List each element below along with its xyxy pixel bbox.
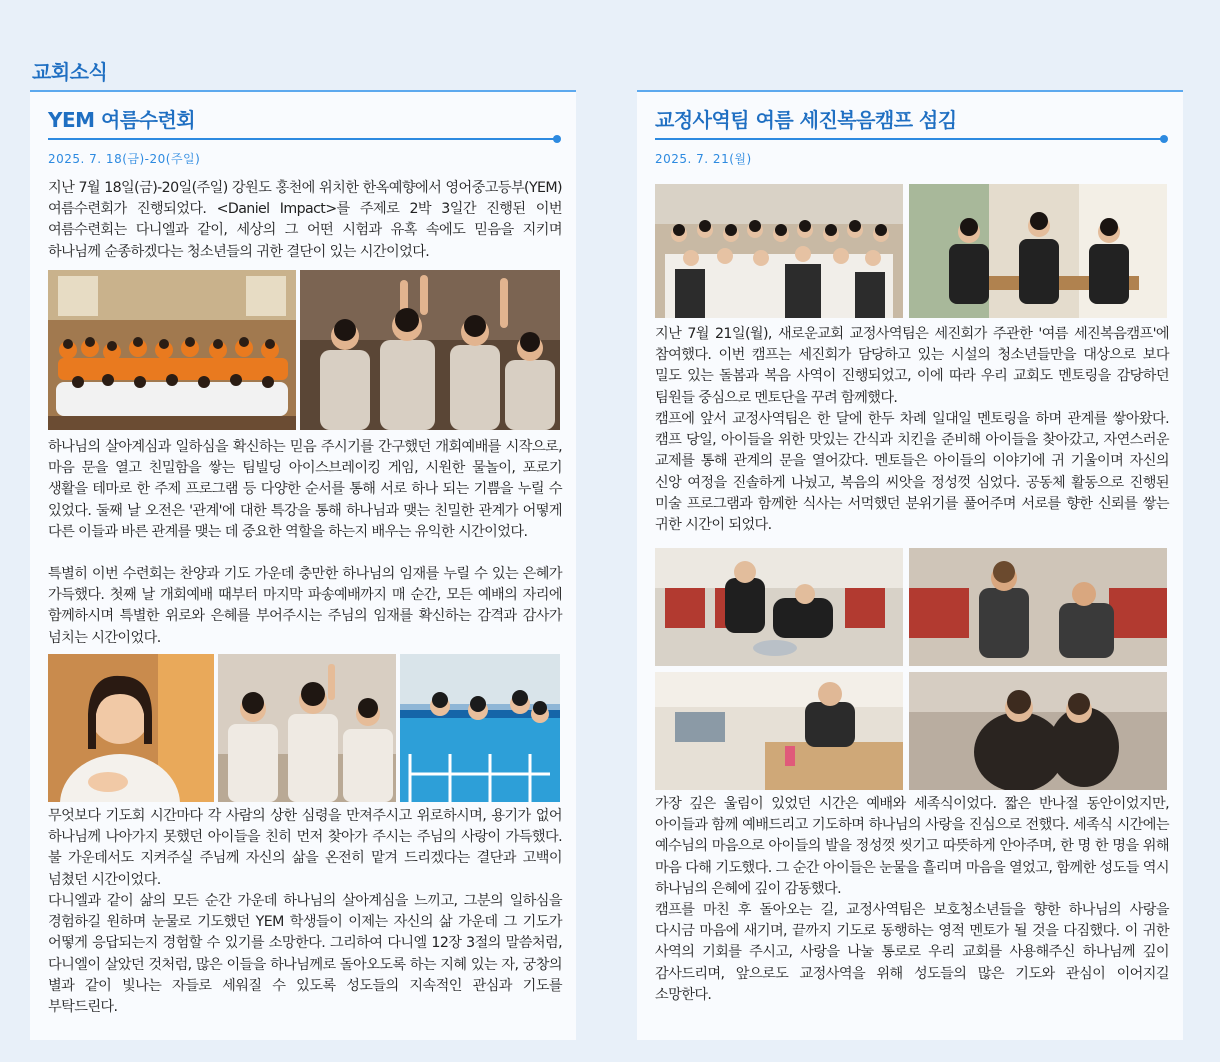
foot-washing-photo-1: [655, 548, 903, 666]
article-date: 2025. 7. 18(금)-20(주일): [48, 152, 201, 166]
paragraph-1: 지난 7월 18일(금)-20일(주일) 강원도 홍천에 위치한 한옥예향에서 영어중고등부(YEM) 여름수련회가 진행되었다. <Daniel Impact>를 주제로 2박 3일간 진행된 이번 여름수련회는 다니엘과 같이, 세상의 그 어떤 시험과 유혹 속에도 믿음을 지키며 하나님께 순종하겠다는 청소년들의 귀한 결단이 있는 시간이었다.: [48, 180, 562, 260]
article-title: 교정사역팀 여름 세진복음캠프 섬김: [655, 108, 957, 132]
article-date: 2025. 7. 21(월): [655, 152, 752, 166]
article-correction-camp: [637, 90, 1183, 1040]
worship-raised-hands-photo: [300, 270, 560, 430]
students-praising-photo: [218, 654, 396, 802]
paragraph-4: 캠프를 마친 후 돌아오는 길, 교정사역팀은 보호청소년들을 향한 하나님의 사랑을 다시금 마음에 새기며, 끝까지 기도로 동행하는 영적 멘토가 될 것을 다짐했다. 이 귀한 사역의 기회를 주시고, 사랑을 나눌 통로로 우리 교회를 사용해주신 하나님께 깊이 감사드리며, 앞으로도 교정사역을 위해 성도들의 많은 기도와 관심이 이어지길 소망한다.: [655, 902, 1169, 1003]
embrace-prayer-photo: [909, 672, 1167, 790]
paragraph-4: 무엇보다 기도회 시간마다 각 사람의 상한 심령을 만져주시고 위로하시며, 용기가 없어 하나님께 나아가지 못했던 아이들을 친히 먼저 찾아가 주시는 주님의 사랑이 가득했다. 불 가운데서도 지켜주실 주님께 자신의 삶을 온전히 맡겨 드리겠다는 결단과 고백이 넘쳤던 시간이었다.: [48, 808, 562, 888]
paragraph-1: 지난 7월 21일(월), 새로운교회 교정사역팀은 세진회가 주관한 '여름 세진복음캠프'에 참여했다. 이번 캠프는 세진회가 담당하고 있는 시설의 청소년들만을 대상으로 보다 밀도 있는 돌봄과 복음 사역이 진행되었고, 이에 따라 우리 교회도 멘토링을 감당하던 팀원들 중심으로 멘토단을 꾸려 함께했다.: [655, 326, 1169, 406]
paragraph-5: 다니엘과 같이 삶의 모든 순간 가운데 하나님의 살아계심을 느끼고, 그분의 일하심을 경험하길 원하며 눈물로 기도했던 YEM 학생들이 이제는 자신의 삶 가운데 그 기도가 어떻게 응답되는지 경험할 수 있기를 소망한다. 그리하여 다니엘 12장 3절의 말씀처럼, 다니엘이 살았던 것처럼, 많은 이들을 하나님께로 돌아오도록 하는 지혜 있는 자, 궁창의 별과 같이 빛나는 자들로 세워질 수 있도록 성도들의 지속적인 관심과 기도를 부탁드린다.: [48, 893, 562, 1016]
pool-photo: [400, 654, 560, 802]
rule-dot: [553, 135, 561, 143]
mentoring-table-photo: [909, 184, 1167, 318]
team-group-photo: [655, 184, 903, 318]
group-photo-orange: [48, 270, 296, 430]
foot-washing-photo-2: [909, 548, 1167, 666]
article-title: YEM 여름수련회: [48, 108, 196, 132]
rule-dot: [1160, 135, 1168, 143]
paragraph-3: 가장 깊은 울림이 있었던 시간은 예배와 세족식이었다. 짧은 반나절 동안이었지만, 아이들과 함께 예배드리고 기도하며 하나님의 사랑을 진심으로 전했다. 세족식 시간에는 예수님의 마음으로 아이들의 발을 정성껏 씻기고 따뜻하게 안아주며, 한 명 한 명을 위해 마음 다해 기도했다. 그 순간 아이들은 눈물을 흘리며 마음을 열었고, 함께한 성도들 역시 하나님의 은혜에 깊이 감동했다.: [655, 796, 1169, 897]
title-rule: [48, 138, 558, 140]
paragraph-3: 특별히 이번 수련회는 찬양과 기도 가운데 충만한 하나님의 임재를 누릴 수 있는 은혜가 가득했다. 첫째 날 개회예배 때부터 마지막 파송예배까지 매 순간, 모든 예배의 자리에 함께하시며 특별한 위로와 은혜를 부어주시는 주님의 임재를 확신하는 감격과 감사가 넘치는 시간이었다.: [48, 566, 562, 646]
paragraph-2: 캠프에 앞서 교정사역팀은 한 달에 한두 차례 일대일 멘토링을 하며 관계를 쌓아왔다. 캠프 당일, 아이들을 위한 맛있는 간식과 치킨을 준비해 아이들을 찾아갔고, 자연스러운 교제를 통해 관계의 문을 열어갔다. 멘토들은 아이들의 이야기에 귀 기울이며 자신의 신앙 여정을 진솔하게 나눴고, 복음의 씨앗을 정성껏 심었다. 공동체 활동으로 진행된 미술 프로그램과 함께한 식사는 서먹했던 분위기를 풀어주며 서로를 향한 신뢰를 쌓는 귀한 시간이 되었다.: [655, 411, 1169, 534]
title-rule: [655, 138, 1165, 140]
meal-table-photo: [655, 672, 903, 790]
article-yem-retreat: [30, 90, 576, 1040]
praying-girl-photo: [48, 654, 214, 802]
paragraph-2: 하나님의 살아계심과 일하심을 확신하는 믿음 주시기를 간구했던 개회예배를 시작으로, 마음 문을 열고 친밀함을 쌓는 팀빌딩 아이스브레이킹 게임, 시원한 물놀이, 포로기 생활을 테마로 한 주제 프로그램 등 다양한 순서를 통해 서로 하나 되는 기쁨을 누릴 수 있었다. 둘째 날 오전은 '관계'에 대한 특강을 통해 하나님과 맺는 친밀한 관계가 어떻게 다른 이들과 바른 관계를 맺는 데 중요한 역할을 하는지 배우는 유익한 시간이었다.: [48, 439, 562, 540]
section-label: 교회소식: [32, 60, 108, 84]
